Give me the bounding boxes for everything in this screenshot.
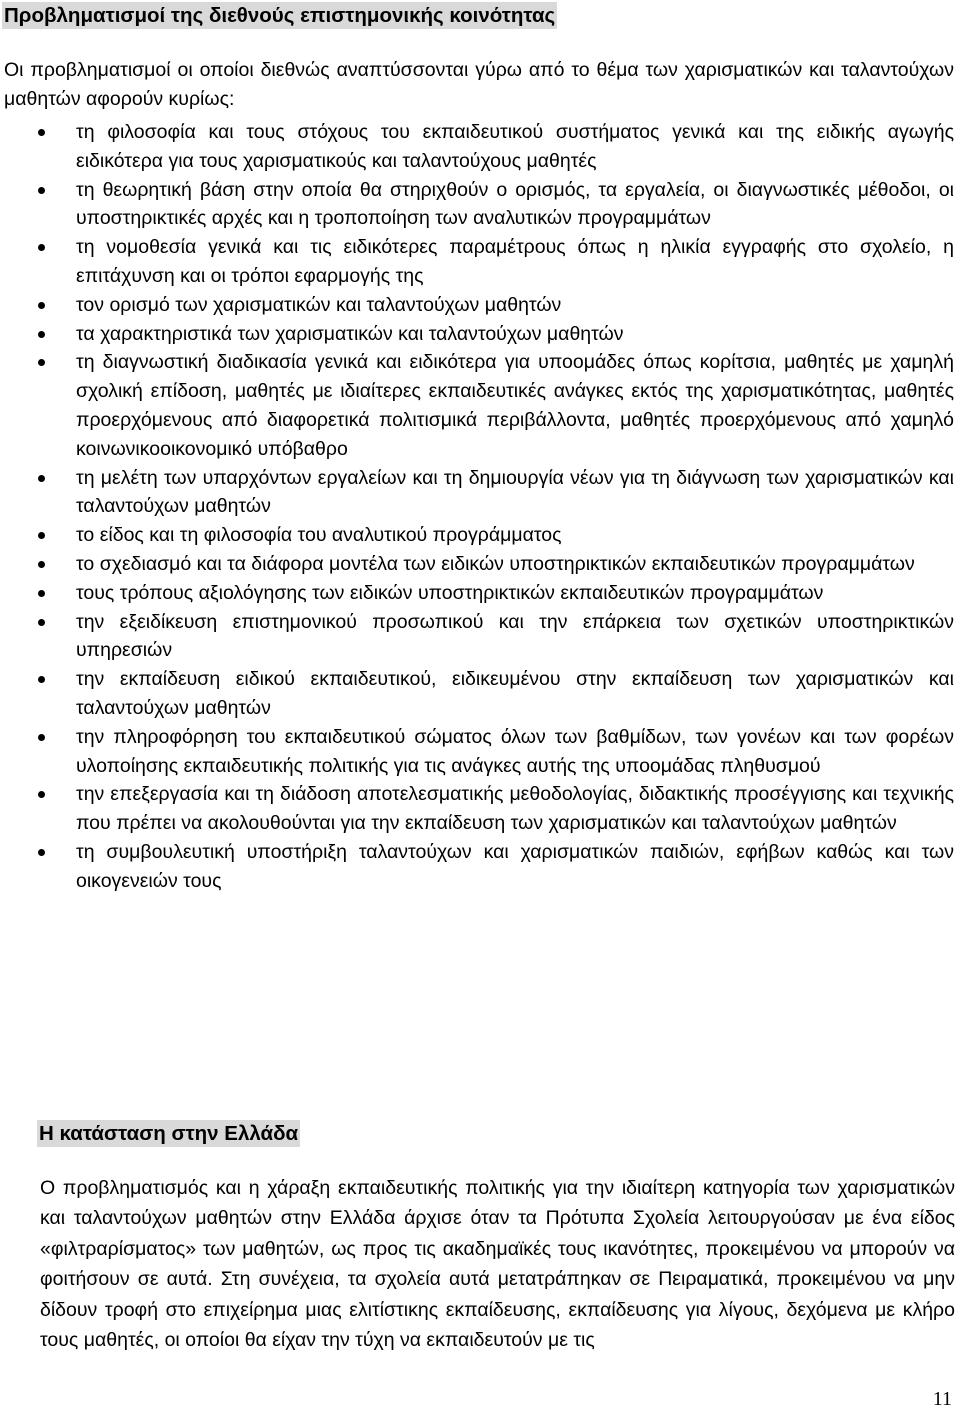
bullet-item — [0, 291, 954, 320]
bullet-item — [0, 550, 954, 579]
bullet-dot-icon — [38, 619, 45, 626]
bullet-dot-icon — [38, 849, 45, 856]
bullet-text: το σχεδιασμό και τα διάφορα μοντέλα των ειδικών υποστηρικτικών εκπαιδευτικών προγραμμάτων — [76, 552, 915, 575]
bullet-item — [0, 579, 954, 608]
concerns-bullet-list — [0, 118, 954, 896]
bullet-item — [0, 118, 954, 176]
bullet-text: τα χαρακτηριστικά των χαρισματικών και ταλαντούχων μαθητών — [76, 322, 624, 345]
bullet-dot-icon — [38, 475, 45, 482]
bullet-item — [0, 838, 954, 896]
bullet-item — [0, 320, 954, 349]
bullet-text: τη μελέτη των υπαρχόντων εργαλείων και τη δημιουργία νέων για τη διάγνωση των χαρισματικών και ταλαντούχων μαθητών — [76, 466, 954, 518]
bullet-item — [0, 464, 954, 522]
bullet-item — [0, 665, 954, 723]
greece-paragraph: Ο προβληματισμός και η χάραξη εκπαιδευτικής πολιτικής για την ιδιαίτερη κατηγορία των χαρισματικών και ταλαντούχων μαθητών στην Ελλάδα άρχισε όταν τα Πρότυπα Σχολεία λειτουργούσαν με ένα είδος «φιλτραρίσματος» των μαθητών, ως προς τις ακαδημαϊκές τους ικανότητες, προκειμένου να μπορούν να φοιτήσουν σε αυτά. Στη συνέχεια, τα σχολεία αυτά μετατράπηκαν σε Πειραματικά, προκειμένου να μην δίδουν τροφή στο επιχείρημα μιας ελιτίστικης εκπαίδευσης, εκπαίδευσης για λίγους, δεχόμενα με κλήρο τους μαθητές, οι οποίοι θα είχαν την τύχη να εκπαιδευτούν με τις — [40, 1177, 955, 1352]
bullet-text: τη φιλοσοφία και τους στόχους του εκπαιδευτικού συστήματος γενικά και της ειδικής αγωγής ειδικότερα για τους χαρισματικούς και ταλαντούχους μαθητές — [76, 121, 954, 172]
page-number: 11 — [932, 1388, 952, 1410]
bullet-item — [0, 780, 954, 838]
bullet-item — [0, 348, 954, 463]
bullet-dot-icon — [38, 129, 45, 136]
intro-paragraph: Οι προβληματισμοί οι οποίοι διεθνώς αναπτύσσονται γύρω από το θέμα των χαρισματικών και ταλαντούχων μαθητών αφορούν κυρίως: — [4, 59, 954, 110]
bullet-item — [0, 608, 954, 666]
bullet-dot-icon — [38, 532, 45, 539]
bullet-text: το είδος και τη φιλοσοφία του αναλυτικού προγράμματος — [76, 524, 562, 547]
bullet-dot-icon — [38, 244, 45, 251]
bullet-text: την πληροφόρηση του εκπαιδευτικού σώματος όλων των βαθμίδων, των γονέων και των φορέων υλοποίησης εκπαιδευτικής πολιτικής για τις ανάγκες αυτής της υποομάδας πληθυσμού — [76, 725, 954, 777]
bullet-text: τη νομοθεσία γενικά και τις ειδικότερες παραμέτρους όπως η ηλικία εγγραφής στο σχολείο, η επιτάχυνση και οι τρόποι εφαρμογής της — [76, 236, 954, 287]
bullet-text: την επεξεργασία και τη διάδοση αποτελεσματικής μεθοδολογίας, διδακτικής προσέγγισης και τεχνικής που πρέπει να ακολουθούνται για την εκπαίδευση των χαρισματικών και ταλαντούχων μαθητών — [76, 783, 954, 835]
bullet-text: τη συμβουλευτική υποστήριξη ταλαντούχων και χαρισματικών παιδιών, εφήβων καθώς και των οικογενειών τους — [76, 840, 954, 892]
bullet-dot-icon — [38, 734, 45, 741]
bullet-text: την εξειδίκευση επιστημονικού προσωπικού και την επάρκεια των σχετικών υποστηρικτικών υπηρεσιών — [76, 610, 954, 662]
bullet-text: τους τρόπους αξιολόγησης των ειδικών υποστηρικτικών εκπαιδευτικών προγραμμάτων — [76, 581, 824, 604]
bullet-dot-icon — [38, 676, 45, 683]
bullet-item — [0, 723, 954, 781]
bullet-text: τη θεωρητική βάση στην οποία θα στηριχθούν ο ορισμός, τα εργαλεία, οι διαγνωστικές μέθοδοι, οι υποστηρικτικές αρχές και η τροποποίηση των αναλυτικών προγραμμάτων — [76, 178, 954, 230]
bullet-dot-icon — [38, 331, 45, 338]
bullet-dot-icon — [38, 187, 45, 194]
bullet-text: τον ορισμό των χαρισματικών και ταλαντούχων μαθητών — [76, 293, 562, 316]
bullet-dot-icon — [38, 359, 45, 366]
section-heading-greece: Η κατάσταση στην Ελλάδα — [39, 1122, 299, 1145]
bullet-dot-icon — [38, 302, 45, 309]
bullet-item — [0, 176, 954, 234]
bullet-text: τη διαγνωστική διαδικασία γενικά και ειδικότερα για υποομάδες όπως κορίτσια, μαθητές με χαμηλή σχολική επίδοση, μαθητές με ιδιαίτερες εκπαιδευτικές ανάγκες εκτός της χαρισματικότητας, μαθητές προερχόμενους από διαφορετικά πολιτισμικά περιβάλλοντα, μαθητές προερχόμενους από χαμηλό κοινωνικοοικονομικό υπόβαθρο — [76, 351, 954, 460]
bullet-dot-icon — [38, 791, 45, 798]
bullet-dot-icon — [38, 561, 45, 568]
bullet-dot-icon — [38, 590, 45, 597]
section-heading-international: Προβληματισμοί της διεθνούς επιστημονικής κοινότητας — [4, 4, 556, 27]
bullet-item — [0, 233, 954, 291]
bullet-item — [0, 521, 954, 550]
bullet-text: την εκπαίδευση ειδικού εκπαιδευτικού, ειδικευμένου στην εκπαίδευση των χαρισματικών και ταλαντούχων μαθητών — [76, 668, 954, 719]
